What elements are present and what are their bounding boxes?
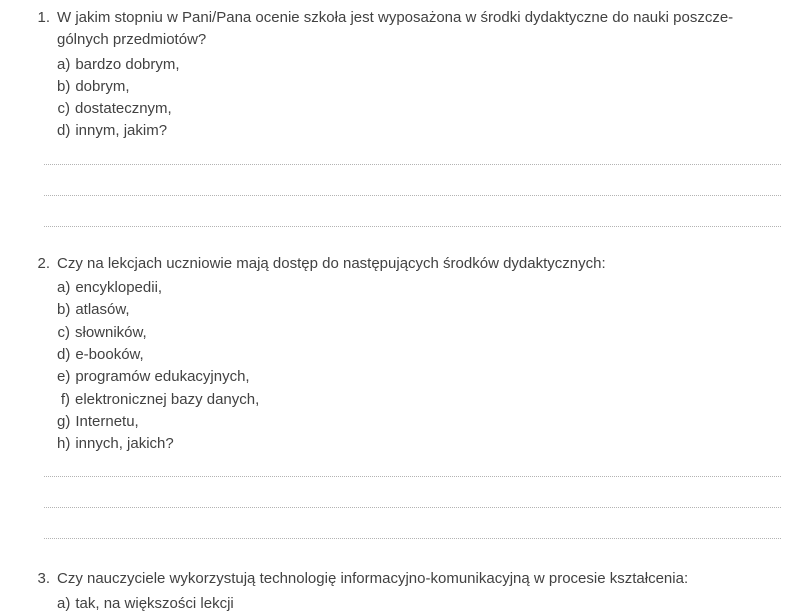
question-3-number: 3.	[37, 570, 50, 588]
dotted-answer-line	[44, 143, 781, 165]
option-label: b)	[57, 77, 71, 95]
question-3-text	[50, 568, 800, 590]
question-2-option-g	[57, 411, 800, 433]
dotted-answer-line	[44, 196, 781, 227]
question-2	[0, 253, 800, 540]
question-1-option-b	[57, 76, 800, 98]
question-2-option-a	[57, 277, 800, 299]
question-3-text-line-1: Czy nauczyciele wykorzystują technologię informacyjno-komunikacyjną w procesie kształcenia:	[57, 570, 689, 588]
dotted-answer-line	[44, 508, 781, 539]
option-label: a)	[57, 55, 71, 73]
question-3-option-a	[57, 593, 800, 615]
option-text: innym, jakim?	[75, 122, 168, 140]
option-text: dostatecznym,	[75, 100, 172, 118]
question-3	[0, 568, 800, 615]
option-label: a)	[57, 279, 71, 297]
question-1-option-d	[57, 120, 800, 142]
question-1-options	[57, 54, 800, 143]
question-1-number: 1.	[37, 9, 50, 26]
question-3-options	[57, 593, 800, 615]
question-2-option-c	[57, 322, 800, 344]
option-label: b)	[57, 301, 71, 319]
option-text: dobrym,	[75, 77, 130, 95]
question-2-answer-area	[44, 455, 781, 539]
question-1-header	[0, 7, 800, 52]
option-text: elektronicznej bazy danych,	[75, 390, 260, 408]
option-text: bardzo dobrym,	[75, 55, 180, 73]
question-2-option-b	[57, 299, 800, 321]
option-text: słowników,	[75, 323, 147, 341]
question-2-text	[50, 253, 800, 275]
option-label: c)	[57, 323, 70, 341]
question-1-text	[50, 7, 800, 52]
option-label: d)	[57, 345, 71, 363]
question-1	[0, 7, 800, 227]
question-2-option-h	[57, 433, 800, 455]
question-1-answer-area	[44, 143, 781, 227]
option-label: e)	[57, 368, 71, 386]
question-1-text-line-1: W jakim stopniu w Pani/Pana ocenie szkoła jest wyposażona w środki dydaktyczne do nauki poszcze-	[57, 9, 734, 26]
question-2-option-e	[57, 366, 800, 388]
option-text: tak, na większości lekcji	[75, 594, 234, 612]
option-text: innych, jakich?	[75, 435, 174, 453]
dotted-answer-line	[44, 477, 781, 508]
option-text: programów edukacyjnych,	[75, 368, 250, 386]
option-label: h)	[57, 435, 71, 453]
question-2-text-line-1: Czy na lekcjach uczniowie mają dostęp do następujących środków dydaktycznych:	[57, 254, 606, 272]
question-2-options	[57, 277, 800, 455]
option-label: d)	[57, 122, 71, 140]
dotted-answer-line	[44, 165, 781, 196]
option-label: c)	[57, 100, 70, 118]
option-text: e-booków,	[75, 345, 144, 363]
option-text: encyklopedii,	[75, 279, 163, 297]
question-2-option-d	[57, 344, 800, 366]
option-label: a)	[57, 594, 71, 612]
question-2-number: 2.	[37, 254, 50, 272]
option-text: atlasów,	[75, 301, 130, 319]
question-2-header	[0, 253, 800, 275]
option-label: f)	[60, 390, 70, 408]
option-text: Internetu,	[75, 412, 139, 430]
question-2-option-f	[57, 389, 800, 411]
question-1-text-line-2: gólnych przedmiotów?	[57, 31, 207, 49]
question-3-header	[0, 568, 800, 590]
dotted-answer-line	[44, 455, 781, 477]
option-label: g)	[57, 412, 71, 430]
question-1-option-c	[57, 98, 800, 120]
question-1-option-a	[57, 54, 800, 76]
